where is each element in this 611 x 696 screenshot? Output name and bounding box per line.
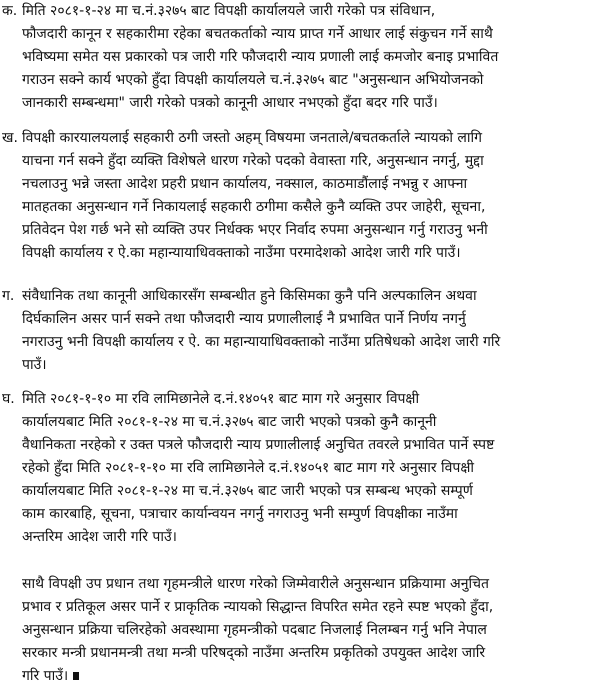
text-line: मिति २०८१-१-१० मा रवि लामिछानेले द.नं.१४०५१ बाट माग गरे अनुसार विपक्षी <box>22 391 420 407</box>
item-marker: ख. <box>2 130 18 146</box>
text-line: नगराउनु भनी विपक्षी कार्यालय र ऐ. का महान्यायाधिवक्ताको नाउँमा प्रतिषेधको आदेश जारी गरि <box>22 334 501 350</box>
text-line <box>22 665 607 688</box>
text-line: विपक्षी कार्यालय र ऐ.का महान्यायाधिवक्ताको नाउँमा परमादेशको आदेश जारी गरि पाउँ। <box>22 245 461 261</box>
text-line: याचना गर्न सक्ने हुँदा व्यक्ति विशेषले धारण गरेको पदको वेवास्ता गरि, अनुसन्धान नगर्नु, मुद्दा <box>22 153 484 169</box>
text-line: विपक्षी कारयालयलाई सहकारी ठगी जस्तो अहम् विषयमा जनताले/बचतकर्ताले न्यायको लागि <box>22 130 483 146</box>
prayer-item-ka <box>0 0 607 115</box>
prayer-item-kha <box>0 127 607 265</box>
item-text <box>22 0 607 115</box>
additional-prayer-paragraph <box>0 573 607 688</box>
text-line: गराउन सक्ने कार्य भएको हुँदा विपक्षी कार्यालयले च.नं.३२७५ बाट "अनुसन्धान अभियोजनको <box>22 72 484 88</box>
text-line: वैधानिकता नरहेको र उक्त पत्रले फौजदारी न्याय प्रणालीलाई अनुचित तवरले प्रभावित पार्ने स्पष्ट <box>22 437 495 453</box>
text-line-content: गरि पाउँ। <box>22 668 69 684</box>
item-marker: घ. <box>2 391 15 407</box>
text-line: कार्यालयबाट मिति २०८१-१-२४ मा च.नं.३२७५ बाट जारी भएको पत्रको कुनै कानूनी <box>22 414 437 430</box>
text-line: साथै विपक्षी उप प्रधान तथा गृहमन्त्रीले धारण गरेको जिम्मेवारीले अनुसन्धान प्रक्रियामा अनुचित <box>22 576 490 592</box>
item-marker: क. <box>2 3 18 19</box>
item-marker: ग. <box>2 288 15 304</box>
text-cursor-icon <box>73 672 79 680</box>
text-line: संवैधानिक तथा कानूनी आधिकारसँग सम्बन्धीत हुने किसिमका कुनै पनि अल्पकालिन अथवा <box>22 288 477 304</box>
text-line: रहेको हुँदा मिति २०८१-१-१० मा रवि लामिछानेले द.नं.१४०५१ बाट माग गरे अनुसार विपक्षी <box>22 460 475 476</box>
text-line: अनुसन्धान प्रक्रिया चलिरहेको अवस्थामा गृहमन्त्रीको पदबाट निजलाई निलम्बन गर्नु भनि नेपाल <box>22 622 487 638</box>
text-line: भविष्यमा समेत यस प्रकारको पत्र जारी गरि फौजदारी न्याय प्रणाली लाई कमजोर बनाइ प्रभावित <box>22 49 499 65</box>
text-line: कार्यालयबाट मिति २०८१-१-२४ मा च.नं.३२७५ बाट जारी भएको पत्र सम्बन्ध भएको सम्पूर्ण <box>22 483 473 499</box>
text-line: दिर्घकालिन असर पार्न सक्ने तथा फौजदारी न्याय प्रणालीलाई नै प्रभावित पार्ने निर्णय नगर्नु <box>22 311 466 327</box>
text-line: पाउँ। <box>22 357 47 373</box>
text-line: सरकार मन्त्री प्रधानमन्त्री तथा मन्त्री परिषद्को नाउँमा अन्तरिम प्रकृतिको उपयुक्त आदेश जारि <box>22 645 486 661</box>
item-text <box>22 285 607 377</box>
text-line: फौजदारी कानून र सहकारीमा रहेका बचतकर्ताको न्याय प्राप्त गर्ने आधार लाई संकुचन गर्ने साथै <box>22 26 493 42</box>
text-line: प्रभाव र प्रतिकूल असर पार्ने र प्राकृतिक न्यायको सिद्धान्त विपरित समेत रहने स्पष्ट भएको हुँदा, <box>22 599 494 615</box>
text-line: प्रतिवेदन पेश गर्छ भने सो व्यक्ति उपर निर्धक्क भएर निर्वाद रुपमा अनुसन्धान गर्नु गराउनु भनी <box>22 222 488 238</box>
text-line: मिति २०८१-१-२४ मा च.नं.३२७५ बाट विपक्षी कार्यालयले जारी गरेको पत्र संविधान, <box>22 3 436 19</box>
text-line: जानकारी सम्बन्धमा" जारी गरेको पत्रको कानूनी आधार नभएको हुँदा बदर गरि पाउँ। <box>22 95 438 111</box>
text-line: मातहतका अनुसन्धान गर्ने निकायलाई सहकारी ठगीमा कसैले कुनै व्यक्ति उपर जाहेरी, सूचना, <box>22 199 486 215</box>
prayer-item-gha <box>0 388 607 549</box>
text-line: नचलाउनु भन्ने जस्ता आदेश प्रहरी प्रधान कार्यालय, नक्साल, काठमाडौंलाई नभन्नु र आफ्ना <box>22 176 468 192</box>
item-text <box>22 573 607 688</box>
item-text <box>22 388 607 549</box>
prayer-item-ga <box>0 285 607 377</box>
text-line: काम कारबाहि, सूचना, पत्राचार कार्यान्वयन नगर्नु नगराउनु भनी सम्पुर्ण विपक्षीका नाउँमा <box>22 506 458 522</box>
item-text <box>22 127 607 265</box>
text-line: अन्तरिम आदेश जारी गरि पाउँ। <box>22 529 177 545</box>
